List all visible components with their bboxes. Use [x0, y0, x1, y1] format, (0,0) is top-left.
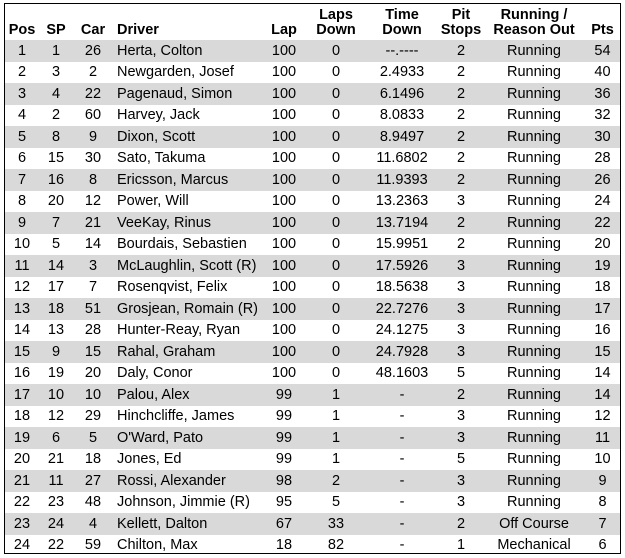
cell-pos: 22 — [5, 492, 39, 514]
cell-pit-stops: 2 — [437, 513, 485, 535]
cell-pts: 16 — [583, 320, 621, 342]
cell-pos: 20 — [5, 449, 39, 471]
cell-lap: 99 — [263, 427, 305, 449]
cell-sp: 15 — [39, 148, 73, 170]
cell-status: Running — [485, 148, 583, 170]
cell-lap: 100 — [263, 105, 305, 127]
cell-laps-down: 0 — [305, 169, 367, 191]
cell-car: 15 — [73, 341, 113, 363]
cell-car: 28 — [73, 320, 113, 342]
cell-driver: Rahal, Graham — [113, 341, 263, 363]
cell-driver: Herta, Colton — [113, 40, 263, 62]
header-pts: Pts — [591, 22, 614, 38]
race-results-table — [5, 4, 621, 554]
table-row — [5, 449, 621, 471]
cell-status: Running — [485, 169, 583, 191]
cell-sp: 18 — [39, 298, 73, 320]
table-row — [5, 320, 621, 342]
cell-pts: 30 — [583, 126, 621, 148]
cell-laps-down: 0 — [305, 83, 367, 105]
table-row — [5, 62, 621, 84]
cell-status: Running — [485, 126, 583, 148]
cell-car: 12 — [73, 191, 113, 213]
header-pit-line1: Pit — [451, 7, 471, 23]
cell-pos: 9 — [5, 212, 39, 234]
cell-pts: 14 — [583, 363, 621, 385]
cell-car: 14 — [73, 234, 113, 256]
header-sp: SP — [46, 22, 66, 38]
results-body — [5, 40, 621, 554]
cell-sp: 21 — [39, 449, 73, 471]
cell-laps-down: 0 — [305, 105, 367, 127]
header-time-down-line1: Time — [385, 7, 419, 23]
cell-laps-down: 1 — [305, 384, 367, 406]
cell-pit-stops: 2 — [437, 126, 485, 148]
cell-status: Running — [485, 298, 583, 320]
cell-pos: 23 — [5, 513, 39, 535]
cell-pts: 54 — [583, 40, 621, 62]
table-row — [5, 406, 621, 428]
cell-laps-down: 0 — [305, 212, 367, 234]
cell-car: 30 — [73, 148, 113, 170]
cell-status: Running — [485, 212, 583, 234]
cell-pos: 5 — [5, 126, 39, 148]
cell-time-down: 11.9393 — [367, 169, 437, 191]
cell-status: Running — [485, 341, 583, 363]
cell-pts: 40 — [583, 62, 621, 84]
cell-sp: 23 — [39, 492, 73, 514]
cell-lap: 99 — [263, 384, 305, 406]
header-laps-down — [305, 4, 367, 40]
cell-driver: Hunter-Reay, Ryan — [113, 320, 263, 342]
cell-time-down: - — [367, 513, 437, 535]
cell-lap: 100 — [263, 191, 305, 213]
cell-time-down: - — [367, 492, 437, 514]
cell-lap: 100 — [263, 83, 305, 105]
cell-driver: Rossi, Alexander — [113, 470, 263, 492]
cell-pos: 6 — [5, 148, 39, 170]
table-row — [5, 148, 621, 170]
cell-laps-down: 0 — [305, 191, 367, 213]
cell-laps-down: 0 — [305, 255, 367, 277]
cell-car: 48 — [73, 492, 113, 514]
cell-pos: 1 — [5, 40, 39, 62]
cell-pit-stops: 3 — [437, 320, 485, 342]
cell-pts: 17 — [583, 298, 621, 320]
table-row — [5, 191, 621, 213]
cell-laps-down: 1 — [305, 449, 367, 471]
cell-sp: 9 — [39, 341, 73, 363]
cell-lap: 98 — [263, 470, 305, 492]
cell-driver: Newgarden, Josef — [113, 62, 263, 84]
header-time-down — [367, 4, 437, 40]
cell-pos: 21 — [5, 470, 39, 492]
cell-car: 9 — [73, 126, 113, 148]
cell-pit-stops: 3 — [437, 406, 485, 428]
cell-sp: 4 — [39, 83, 73, 105]
cell-time-down: 24.7928 — [367, 341, 437, 363]
cell-sp: 7 — [39, 212, 73, 234]
cell-time-down: 24.1275 — [367, 320, 437, 342]
cell-driver: Ericsson, Marcus — [113, 169, 263, 191]
cell-lap: 100 — [263, 148, 305, 170]
table-row — [5, 535, 621, 555]
table-row — [5, 83, 621, 105]
cell-laps-down: 0 — [305, 277, 367, 299]
header-row — [5, 4, 621, 40]
table-row — [5, 427, 621, 449]
cell-car: 59 — [73, 535, 113, 555]
cell-lap: 100 — [263, 255, 305, 277]
cell-status: Mechanical — [485, 535, 583, 555]
cell-pos: 8 — [5, 191, 39, 213]
cell-lap: 67 — [263, 513, 305, 535]
cell-pos: 10 — [5, 234, 39, 256]
cell-laps-down: 0 — [305, 62, 367, 84]
cell-car: 51 — [73, 298, 113, 320]
cell-pit-stops: 3 — [437, 277, 485, 299]
cell-driver: Rosenqvist, Felix — [113, 277, 263, 299]
cell-driver: Kellett, Dalton — [113, 513, 263, 535]
cell-time-down: 22.7276 — [367, 298, 437, 320]
cell-driver: Palou, Alex — [113, 384, 263, 406]
cell-driver: Daly, Conor — [113, 363, 263, 385]
cell-lap: 100 — [263, 212, 305, 234]
cell-driver: Power, Will — [113, 191, 263, 213]
cell-driver: Dixon, Scott — [113, 126, 263, 148]
cell-pit-stops: 2 — [437, 105, 485, 127]
cell-laps-down: 0 — [305, 298, 367, 320]
header-pit-line2: Stops — [440, 22, 482, 38]
cell-laps-down: 2 — [305, 470, 367, 492]
table-row — [5, 363, 621, 385]
table-row — [5, 470, 621, 492]
cell-lap: 99 — [263, 406, 305, 428]
cell-pts: 12 — [583, 406, 621, 428]
cell-pts: 8 — [583, 492, 621, 514]
cell-status: Running — [485, 40, 583, 62]
cell-lap: 100 — [263, 277, 305, 299]
cell-car: 27 — [73, 470, 113, 492]
cell-pts: 22 — [583, 212, 621, 234]
cell-sp: 12 — [39, 406, 73, 428]
cell-laps-down: 0 — [305, 234, 367, 256]
cell-sp: 16 — [39, 169, 73, 191]
cell-pts: 19 — [583, 255, 621, 277]
cell-pts: 20 — [583, 234, 621, 256]
cell-pos: 13 — [5, 298, 39, 320]
cell-pit-stops: 3 — [437, 470, 485, 492]
cell-pit-stops: 3 — [437, 191, 485, 213]
cell-sp: 6 — [39, 427, 73, 449]
cell-lap: 100 — [263, 234, 305, 256]
cell-laps-down: 0 — [305, 148, 367, 170]
cell-car: 7 — [73, 277, 113, 299]
header-pit-stops — [437, 4, 485, 40]
cell-pos: 3 — [5, 83, 39, 105]
header-status-line2: Reason Out — [493, 22, 575, 38]
cell-sp: 3 — [39, 62, 73, 84]
cell-status: Running — [485, 320, 583, 342]
cell-lap: 100 — [263, 40, 305, 62]
cell-lap: 100 — [263, 363, 305, 385]
cell-status: Running — [485, 492, 583, 514]
cell-laps-down: 0 — [305, 363, 367, 385]
cell-status: Running — [485, 83, 583, 105]
cell-pit-stops: 3 — [437, 341, 485, 363]
header-laps-down-line1: Laps — [319, 7, 353, 23]
cell-pit-stops: 3 — [437, 492, 485, 514]
cell-car: 4 — [73, 513, 113, 535]
cell-pts: 9 — [583, 470, 621, 492]
cell-time-down: - — [367, 535, 437, 555]
cell-pos: 19 — [5, 427, 39, 449]
cell-time-down: 13.7194 — [367, 212, 437, 234]
cell-pit-stops: 2 — [437, 148, 485, 170]
table-row — [5, 298, 621, 320]
header-status — [485, 4, 583, 40]
cell-status: Running — [485, 363, 583, 385]
table-row — [5, 126, 621, 148]
cell-status: Running — [485, 191, 583, 213]
cell-pts: 15 — [583, 341, 621, 363]
cell-pts: 26 — [583, 169, 621, 191]
cell-time-down: - — [367, 449, 437, 471]
cell-sp: 24 — [39, 513, 73, 535]
cell-car: 8 — [73, 169, 113, 191]
cell-laps-down: 82 — [305, 535, 367, 555]
cell-pit-stops: 1 — [437, 535, 485, 555]
cell-laps-down: 1 — [305, 427, 367, 449]
cell-time-down: 8.0833 — [367, 105, 437, 127]
cell-car: 26 — [73, 40, 113, 62]
cell-driver: Harvey, Jack — [113, 105, 263, 127]
cell-driver: O'Ward, Pato — [113, 427, 263, 449]
cell-pos: 15 — [5, 341, 39, 363]
cell-pts: 32 — [583, 105, 621, 127]
cell-status: Running — [485, 234, 583, 256]
cell-laps-down: 33 — [305, 513, 367, 535]
results-table-container — [4, 3, 621, 554]
cell-sp: 5 — [39, 234, 73, 256]
cell-time-down: 13.2363 — [367, 191, 437, 213]
cell-sp: 14 — [39, 255, 73, 277]
cell-car: 20 — [73, 363, 113, 385]
header-pos: Pos — [8, 22, 36, 38]
cell-car: 21 — [73, 212, 113, 234]
cell-sp: 19 — [39, 363, 73, 385]
cell-sp: 1 — [39, 40, 73, 62]
table-row — [5, 277, 621, 299]
table-row — [5, 384, 621, 406]
cell-driver: Grosjean, Romain (R) — [113, 298, 263, 320]
cell-car: 5 — [73, 427, 113, 449]
cell-car: 60 — [73, 105, 113, 127]
header-car: Car — [80, 22, 106, 38]
cell-lap: 18 — [263, 535, 305, 555]
cell-sp: 22 — [39, 535, 73, 555]
cell-sp: 13 — [39, 320, 73, 342]
cell-driver: Jones, Ed — [113, 449, 263, 471]
cell-driver: Hinchcliffe, James — [113, 406, 263, 428]
cell-pit-stops: 3 — [437, 255, 485, 277]
cell-lap: 100 — [263, 298, 305, 320]
cell-driver: McLaughlin, Scott (R) — [113, 255, 263, 277]
cell-time-down: - — [367, 470, 437, 492]
cell-pos: 11 — [5, 255, 39, 277]
cell-status: Running — [485, 105, 583, 127]
table-row — [5, 169, 621, 191]
cell-pit-stops: 2 — [437, 384, 485, 406]
cell-status: Running — [485, 277, 583, 299]
cell-pos: 4 — [5, 105, 39, 127]
cell-pos: 24 — [5, 535, 39, 555]
cell-laps-down: 0 — [305, 40, 367, 62]
cell-sp: 2 — [39, 105, 73, 127]
cell-car: 29 — [73, 406, 113, 428]
header-laps-down-line2: Down — [316, 22, 356, 38]
cell-driver: Sato, Takuma — [113, 148, 263, 170]
cell-status: Running — [485, 406, 583, 428]
cell-status: Running — [485, 255, 583, 277]
cell-status: Running — [485, 427, 583, 449]
cell-pts: 24 — [583, 191, 621, 213]
cell-pos: 16 — [5, 363, 39, 385]
cell-pit-stops: 2 — [437, 234, 485, 256]
cell-driver: VeeKay, Rinus — [113, 212, 263, 234]
table-row — [5, 255, 621, 277]
cell-pit-stops: 3 — [437, 298, 485, 320]
cell-time-down: 8.9497 — [367, 126, 437, 148]
header-time-down-line2: Down — [382, 22, 422, 38]
cell-laps-down: 0 — [305, 341, 367, 363]
cell-pit-stops: 2 — [437, 169, 485, 191]
cell-lap: 100 — [263, 341, 305, 363]
cell-driver: Johnson, Jimmie (R) — [113, 492, 263, 514]
cell-pts: 6 — [583, 535, 621, 555]
cell-time-down: 48.1603 — [367, 363, 437, 385]
cell-pos: 7 — [5, 169, 39, 191]
cell-time-down: 17.5926 — [367, 255, 437, 277]
cell-lap: 100 — [263, 126, 305, 148]
cell-time-down: 15.9951 — [367, 234, 437, 256]
cell-laps-down: 0 — [305, 320, 367, 342]
cell-lap: 100 — [263, 320, 305, 342]
cell-lap: 100 — [263, 62, 305, 84]
cell-pts: 10 — [583, 449, 621, 471]
cell-time-down: --.---- — [367, 40, 437, 62]
header-lap: Lap — [271, 22, 297, 38]
cell-car: 22 — [73, 83, 113, 105]
cell-time-down: - — [367, 427, 437, 449]
cell-pts: 18 — [583, 277, 621, 299]
cell-sp: 20 — [39, 191, 73, 213]
cell-pit-stops: 3 — [437, 427, 485, 449]
cell-pit-stops: 2 — [437, 212, 485, 234]
cell-pos: 12 — [5, 277, 39, 299]
cell-pit-stops: 2 — [437, 40, 485, 62]
cell-pos: 17 — [5, 384, 39, 406]
cell-status: Running — [485, 384, 583, 406]
cell-lap: 100 — [263, 169, 305, 191]
cell-pts: 28 — [583, 148, 621, 170]
table-row — [5, 40, 621, 62]
cell-pit-stops: 2 — [437, 83, 485, 105]
cell-pit-stops: 5 — [437, 363, 485, 385]
table-row — [5, 234, 621, 256]
cell-sp: 10 — [39, 384, 73, 406]
header-status-line1: Running / — [500, 7, 568, 23]
cell-pts: 36 — [583, 83, 621, 105]
cell-lap: 99 — [263, 449, 305, 471]
cell-status: Running — [485, 62, 583, 84]
cell-pts: 7 — [583, 513, 621, 535]
cell-time-down: - — [367, 384, 437, 406]
table-row — [5, 513, 621, 535]
cell-laps-down: 5 — [305, 492, 367, 514]
cell-car: 18 — [73, 449, 113, 471]
cell-pos: 18 — [5, 406, 39, 428]
table-row — [5, 492, 621, 514]
cell-status: Running — [485, 470, 583, 492]
table-row — [5, 105, 621, 127]
cell-sp: 8 — [39, 126, 73, 148]
cell-car: 10 — [73, 384, 113, 406]
cell-pts: 11 — [583, 427, 621, 449]
cell-lap: 95 — [263, 492, 305, 514]
cell-status: Running — [485, 449, 583, 471]
cell-time-down: 11.6802 — [367, 148, 437, 170]
cell-status: Off Course — [485, 513, 583, 535]
cell-driver: Bourdais, Sebastien — [113, 234, 263, 256]
cell-driver: Chilton, Max — [113, 535, 263, 555]
cell-time-down: 2.4933 — [367, 62, 437, 84]
cell-car: 2 — [73, 62, 113, 84]
cell-time-down: 18.5638 — [367, 277, 437, 299]
cell-pos: 2 — [5, 62, 39, 84]
cell-sp: 17 — [39, 277, 73, 299]
cell-pos: 14 — [5, 320, 39, 342]
cell-laps-down: 1 — [305, 406, 367, 428]
table-row — [5, 341, 621, 363]
cell-laps-down: 0 — [305, 126, 367, 148]
cell-time-down: - — [367, 406, 437, 428]
cell-pts: 14 — [583, 384, 621, 406]
cell-sp: 11 — [39, 470, 73, 492]
cell-pit-stops: 2 — [437, 62, 485, 84]
header-driver: Driver — [117, 22, 159, 38]
cell-pit-stops: 5 — [437, 449, 485, 471]
cell-time-down: 6.1496 — [367, 83, 437, 105]
cell-car: 3 — [73, 255, 113, 277]
cell-driver: Pagenaud, Simon — [113, 83, 263, 105]
table-row — [5, 212, 621, 234]
